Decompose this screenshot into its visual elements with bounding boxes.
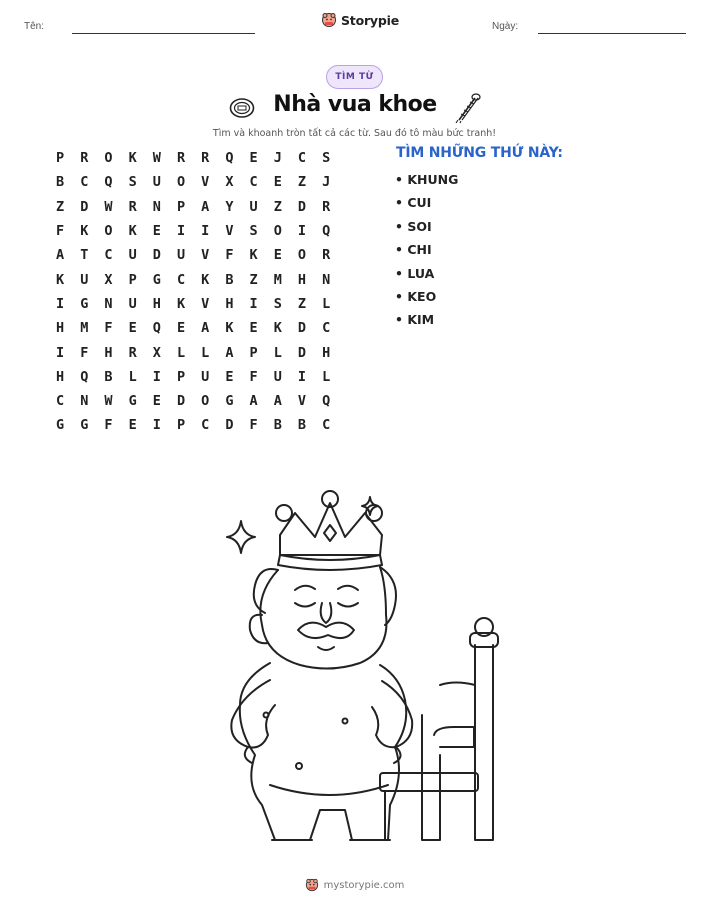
grid-letter[interactable]: S (128, 174, 137, 191)
grid-letter[interactable]: I (297, 368, 307, 385)
grid-letter[interactable]: L (322, 368, 331, 385)
grid-letter[interactable]: R (322, 198, 331, 215)
grid-letter[interactable]: E (128, 417, 137, 434)
grid-letter[interactable]: C (80, 174, 89, 191)
grid-letter[interactable]: E (128, 320, 137, 337)
grid-letter[interactable]: Z (297, 295, 307, 312)
grid-letter[interactable]: V (297, 393, 307, 410)
word-item: • CUI (395, 195, 432, 211)
grid-letter[interactable]: C (249, 174, 258, 191)
grid-letter[interactable]: U (176, 247, 186, 264)
grid-letter[interactable]: T (80, 247, 89, 264)
grid-letter[interactable]: P (176, 368, 186, 385)
grid-letter[interactable]: P (56, 150, 65, 167)
grid-letter[interactable]: H (56, 368, 65, 385)
grid-row (48, 195, 338, 219)
date-field-line[interactable] (538, 33, 686, 34)
grid-letter[interactable]: I (297, 223, 307, 240)
word-list-title: TÌM NHỮNG THỨ NÀY: (396, 145, 563, 161)
grid-letter[interactable]: R (322, 247, 331, 264)
grid-letter[interactable]: N (104, 295, 113, 312)
grid-letter[interactable]: P (249, 344, 258, 361)
grid-letter[interactable]: Q (322, 223, 331, 240)
grid-letter[interactable]: G (56, 417, 65, 434)
grid-letter[interactable]: E (225, 368, 234, 385)
grid-letter[interactable]: V (201, 247, 210, 264)
footer (0, 878, 709, 892)
grid-letter[interactable]: D (176, 393, 186, 410)
grid-letter[interactable]: D (225, 417, 234, 434)
grid-letter[interactable]: C (297, 150, 307, 167)
grid-letter[interactable]: C (56, 393, 65, 410)
grid-letter[interactable]: M (80, 320, 89, 337)
grid-letter[interactable]: D (297, 198, 307, 215)
grid-letter[interactable]: J (273, 150, 282, 167)
grid-letter[interactable]: K (176, 295, 186, 312)
grid-row (48, 219, 338, 243)
grid-letter[interactable]: L (128, 368, 137, 385)
grid-letter[interactable]: R (128, 198, 137, 215)
grid-row (48, 146, 338, 170)
grid-letter[interactable]: X (104, 271, 113, 288)
grid-letter[interactable]: Y (225, 198, 234, 215)
grid-letter[interactable]: C (104, 247, 113, 264)
word-search-grid (48, 146, 338, 438)
word-item: • KEO (395, 288, 437, 304)
grid-letter[interactable]: Z (273, 198, 282, 215)
grid-letter[interactable]: I (152, 417, 161, 434)
name-label: Tên: (24, 21, 45, 32)
word-item: • LUA (395, 265, 435, 281)
grid-row (48, 340, 338, 364)
grid-letter[interactable]: F (225, 247, 234, 264)
grid-letter[interactable]: K (273, 320, 282, 337)
grid-letter[interactable]: U (128, 247, 137, 264)
grid-letter[interactable]: C (176, 271, 186, 288)
name-field-line[interactable] (72, 33, 255, 34)
grid-letter[interactable]: R (201, 150, 210, 167)
king-coloring-illustration (200, 485, 510, 855)
grid-letter[interactable]: O (201, 393, 210, 410)
grid-letter[interactable]: Z (56, 198, 65, 215)
grid-letter[interactable]: G (80, 295, 89, 312)
grid-letter[interactable]: Q (80, 368, 89, 385)
grid-letter[interactable]: D (80, 198, 89, 215)
grid-letter[interactable]: W (152, 150, 161, 167)
grid-letter[interactable]: Q (152, 320, 161, 337)
grid-letter[interactable]: D (152, 247, 161, 264)
grid-row (48, 267, 338, 291)
grid-letter[interactable]: L (322, 295, 331, 312)
grid-letter[interactable]: U (249, 198, 258, 215)
grid-letter[interactable]: E (176, 320, 186, 337)
sparkle-icon (227, 521, 255, 553)
grid-letter[interactable]: A (249, 393, 258, 410)
grid-letter[interactable]: D (297, 344, 307, 361)
grid-letter[interactable]: O (104, 150, 113, 167)
grid-letter[interactable]: F (249, 417, 258, 434)
grid-letter[interactable]: A (56, 247, 65, 264)
title-row (0, 90, 709, 126)
grid-letter[interactable]: E (273, 247, 282, 264)
word-list (395, 172, 458, 336)
grid-letter[interactable]: G (225, 393, 234, 410)
footer-url[interactable]: mystorypie.com (323, 879, 405, 891)
instructions: Tìm và khoanh tròn tất cả các từ. Sau đó tô màu bức tranh! (212, 128, 497, 139)
grid-letter[interactable]: L (201, 344, 210, 361)
grid-letter[interactable]: E (273, 174, 282, 191)
grid-letter[interactable]: W (104, 198, 113, 215)
grid-letter[interactable]: B (225, 271, 234, 288)
grid-letter[interactable]: H (56, 320, 65, 337)
grid-letter[interactable]: A (201, 320, 210, 337)
grid-row (48, 389, 338, 413)
brand-logo (321, 12, 399, 28)
grid-letter[interactable]: W (104, 393, 113, 410)
grid-letter[interactable]: F (104, 417, 113, 434)
grid-letter[interactable]: I (249, 295, 258, 312)
grid-letter[interactable]: F (56, 223, 65, 240)
word-item: • KHUNG (395, 172, 459, 187)
grid-letter[interactable]: U (201, 368, 210, 385)
grid-letter[interactable]: K (249, 247, 258, 264)
grid-letter[interactable]: C (201, 417, 210, 434)
grid-letter[interactable]: U (273, 368, 282, 385)
grid-letter[interactable]: F (104, 320, 113, 337)
grid-letter[interactable]: B (104, 368, 113, 385)
activity-badge: TÌM TỪ (326, 65, 383, 89)
grid-letter[interactable]: M (273, 271, 282, 288)
word-item: • CHI (395, 242, 432, 258)
grid-letter[interactable]: J (322, 174, 331, 191)
grid-letter[interactable]: K (80, 223, 89, 240)
grid-letter[interactable]: A (225, 344, 234, 361)
grid-letter[interactable]: A (273, 393, 282, 410)
grid-letter[interactable]: K (128, 223, 137, 240)
grid-letter[interactable]: P (176, 417, 186, 434)
grid-row (48, 316, 338, 340)
grid-letter[interactable]: N (152, 198, 161, 215)
grid-letter[interactable]: B (56, 174, 65, 191)
grid-letter[interactable]: O (297, 247, 307, 264)
grid-letter[interactable]: G (80, 417, 89, 434)
grid-letter[interactable]: L (176, 344, 186, 361)
date-label: Ngày: (492, 21, 519, 32)
grid-letter[interactable]: Q (225, 150, 234, 167)
coin-icon (228, 94, 256, 122)
grid-letter[interactable]: S (273, 295, 282, 312)
grid-letter[interactable]: D (297, 320, 307, 337)
grid-letter[interactable]: E (152, 393, 161, 410)
grid-letter[interactable]: I (152, 368, 161, 385)
grid-letter[interactable]: B (273, 417, 282, 434)
grid-row (48, 243, 338, 267)
grid-letter[interactable]: I (176, 223, 186, 240)
grid-letter[interactable]: F (249, 368, 258, 385)
grid-letter[interactable]: K (225, 320, 234, 337)
grid-letter[interactable]: G (128, 393, 137, 410)
grid-letter[interactable]: A (201, 198, 210, 215)
grid-row (48, 365, 338, 389)
grid-row (48, 170, 338, 194)
grid-letter[interactable]: B (297, 417, 307, 434)
grid-letter[interactable]: S (249, 223, 258, 240)
grid-letter[interactable]: E (249, 320, 258, 337)
grid-letter[interactable]: N (322, 271, 331, 288)
grid-letter[interactable]: X (152, 344, 161, 361)
grid-letter[interactable]: S (322, 150, 331, 167)
grid-letter[interactable]: X (225, 174, 234, 191)
grid-letter[interactable]: N (80, 393, 89, 410)
grid-letter[interactable]: Q (104, 174, 113, 191)
grid-letter[interactable]: E (249, 150, 258, 167)
grid-letter[interactable]: E (152, 223, 161, 240)
grid-letter[interactable]: R (80, 150, 89, 167)
grid-letter[interactable]: K (201, 271, 210, 288)
grid-letter[interactable]: I (56, 295, 65, 312)
grid-letter[interactable]: Q (322, 393, 331, 410)
grid-letter[interactable]: K (128, 150, 137, 167)
grid-letter[interactable]: V (201, 295, 210, 312)
grid-letter[interactable]: P (128, 271, 137, 288)
grid-row (48, 292, 338, 316)
grid-letter[interactable]: U (128, 295, 137, 312)
brand-name: Storypie (341, 12, 399, 28)
grid-letter[interactable]: C (322, 417, 331, 434)
grid-letter[interactable]: O (104, 223, 113, 240)
grid-letter[interactable]: V (201, 174, 210, 191)
grid-letter[interactable]: U (152, 174, 161, 191)
grid-letter[interactable]: P (176, 198, 186, 215)
grid-letter[interactable]: U (80, 271, 89, 288)
grid-letter[interactable]: C (322, 320, 331, 337)
grid-letter[interactable]: L (273, 344, 282, 361)
rope-icon (455, 92, 483, 124)
grid-letter[interactable]: H (152, 295, 161, 312)
grid-letter[interactable]: H (322, 344, 331, 361)
page-title: Nhà vua khoe (273, 92, 437, 117)
grid-letter[interactable]: O (176, 174, 186, 191)
grid-letter[interactable]: I (201, 223, 210, 240)
grid-letter[interactable]: I (56, 344, 65, 361)
grid-letter[interactable]: Z (249, 271, 258, 288)
grid-letter[interactable]: H (225, 295, 234, 312)
grid-letter[interactable]: Z (297, 174, 307, 191)
grid-letter[interactable]: V (225, 223, 234, 240)
storypie-logo-icon (321, 12, 337, 28)
word-item: • KIM (395, 312, 435, 328)
grid-letter[interactable]: O (273, 223, 282, 240)
grid-letter[interactable]: R (176, 150, 186, 167)
grid-letter[interactable]: K (56, 271, 65, 288)
grid-row (48, 413, 338, 437)
word-item: • SOI (395, 218, 432, 234)
grid-letter[interactable]: H (104, 344, 113, 361)
grid-letter[interactable]: G (152, 271, 161, 288)
grid-letter[interactable]: R (128, 344, 137, 361)
storypie-logo-icon (305, 878, 319, 892)
grid-letter[interactable]: H (297, 271, 307, 288)
grid-letter[interactable]: F (80, 344, 89, 361)
